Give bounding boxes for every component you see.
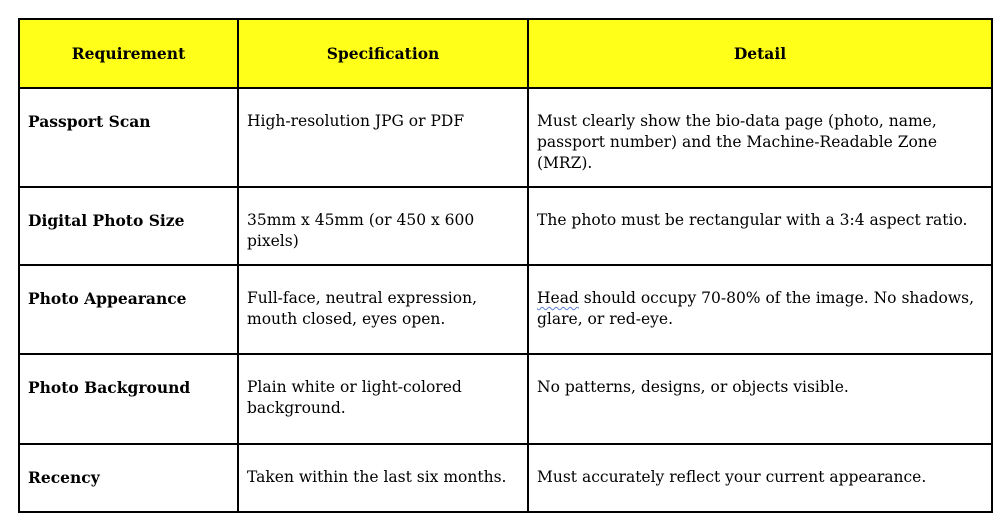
spellcheck-word[interactable]: Head xyxy=(537,289,579,307)
specification-cell xyxy=(238,187,528,265)
header-specification: Specification xyxy=(238,19,528,88)
specification-text: High-resolution JPG or PDF xyxy=(247,112,465,130)
detail-cell xyxy=(528,187,992,265)
requirements-table-wrapper xyxy=(18,18,993,513)
requirement-text: Passport Scan xyxy=(28,112,151,131)
detail-text-rest: should occupy 70-80% of the image. No shadows, glare, or red-eye. xyxy=(537,289,975,328)
specification-cell xyxy=(238,265,528,354)
header-requirement: Requirement xyxy=(19,19,238,88)
specification-text: 35mm x 45mm (or 450 x 600 pixels) xyxy=(247,211,475,250)
requirement-cell xyxy=(19,187,238,265)
table-row xyxy=(19,354,992,444)
requirement-cell xyxy=(19,444,238,512)
detail-text: The photo must be rectangular with a 3:4 aspect ratio. xyxy=(537,211,968,229)
requirement-text: Photo Appearance xyxy=(28,289,187,308)
requirement-cell xyxy=(19,354,238,444)
specification-cell xyxy=(238,354,528,444)
specification-cell xyxy=(238,88,528,187)
detail-text: Must clearly show the bio-data page (photo, name, passport number) and the Machine-Readable Zone (MRZ). xyxy=(537,112,938,172)
requirement-cell xyxy=(19,88,238,187)
table-row xyxy=(19,88,992,187)
detail-cell xyxy=(528,88,992,187)
table-row xyxy=(19,187,992,265)
detail-cell xyxy=(528,354,992,444)
table-row xyxy=(19,265,992,354)
requirements-table xyxy=(18,18,993,513)
header-detail: Detail xyxy=(528,19,992,88)
requirement-text: Photo Background xyxy=(28,378,191,397)
requirement-text: Recency xyxy=(28,468,100,487)
requirement-text: Digital Photo Size xyxy=(28,211,185,230)
specification-text: Full-face, neutral expression, mouth closed, eyes open. xyxy=(247,289,478,328)
table-row xyxy=(19,444,992,512)
detail-cell xyxy=(528,265,992,354)
table-header-row xyxy=(19,19,992,88)
requirement-cell xyxy=(19,265,238,354)
specification-text: Taken within the last six months. xyxy=(247,468,507,486)
detail-text xyxy=(529,266,991,342)
detail-text: No patterns, designs, or objects visible. xyxy=(537,378,849,396)
detail-text: Must accurately reflect your current appearance. xyxy=(537,468,927,486)
specification-cell xyxy=(238,444,528,512)
detail-cell xyxy=(528,444,992,512)
specification-text: Plain white or light-colored background. xyxy=(247,378,462,417)
